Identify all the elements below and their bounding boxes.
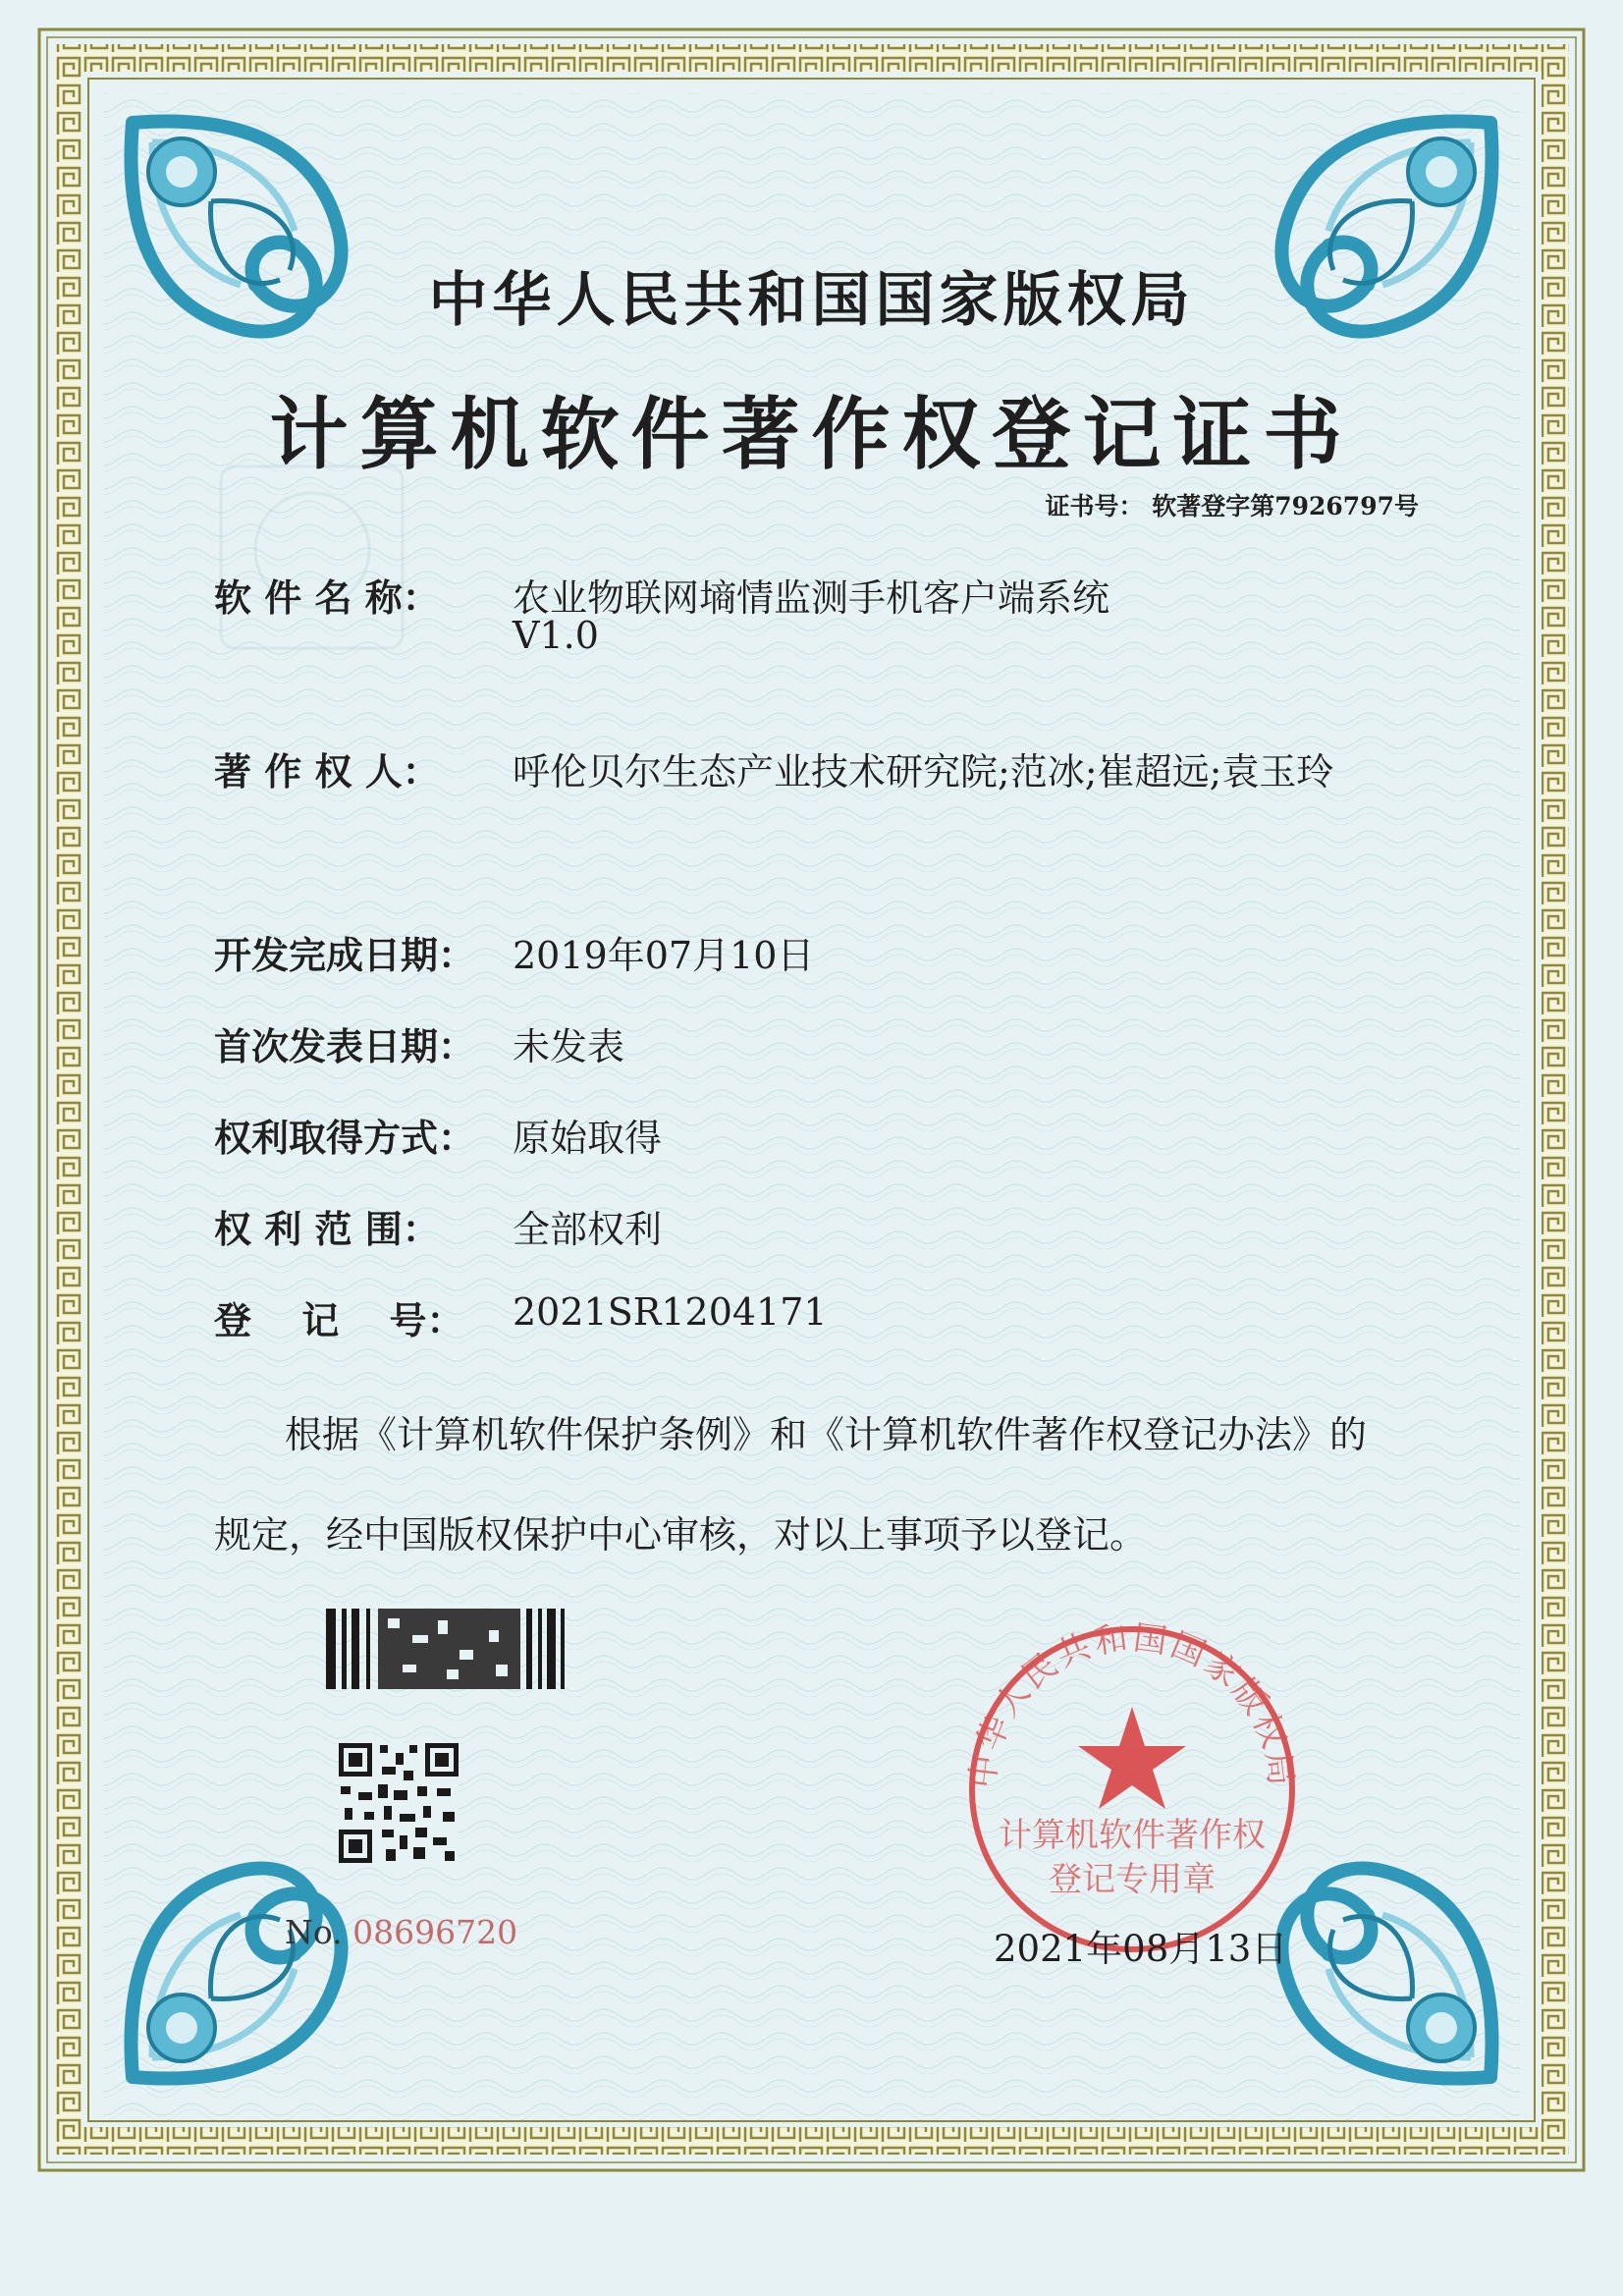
- field-label-first-publication: 首次发表日期：: [214, 1024, 476, 1068]
- qr-code: [339, 1743, 459, 1863]
- field-label-registration-number: 登 记 号：: [214, 1298, 464, 1342]
- certificate-number: 证书号： 软著登字第7926797号: [1045, 492, 1419, 520]
- field-value-acquisition-method: 原始取得: [513, 1117, 663, 1160]
- issuing-authority: 中华人民共和国国家版权局: [428, 266, 1195, 335]
- field-label-software-name: 软 件 名 称：: [214, 575, 440, 620]
- field-value-rights-scope: 全部权利: [513, 1208, 663, 1251]
- serial-prefix: No.: [285, 1913, 343, 1951]
- field-value-registration-number: 2021SR1204171: [513, 1290, 828, 1334]
- field-label-copyright-holder: 著 作 权 人：: [214, 749, 440, 793]
- field-label-completion-date: 开发完成日期：: [214, 933, 476, 977]
- legal-statement-line2: 规定，经中国版权保护中心审核，对以上事项予以登记。: [214, 1513, 1148, 1557]
- field-value-completion-date: 2019年07月10日: [513, 934, 815, 977]
- field-label-acquisition-method: 权利取得方式：: [214, 1116, 476, 1160]
- svg-text:中华人民共和国国家版权局: 中华人民共和国国家版权局: [963, 1617, 1301, 1791]
- field-value-software-version: V1.0: [513, 614, 599, 657]
- serial-value: 08696720: [352, 1913, 518, 1951]
- svg-text:登记专用章: 登记专用章: [1049, 1860, 1216, 1899]
- legal-statement-line1: 根据《计算机软件保护条例》和《计算机软件著作权登记办法》的: [285, 1413, 1368, 1456]
- field-label-rights-scope: 权 利 范 围：: [214, 1207, 440, 1251]
- certificate-title: 计算机软件著作权登记证书: [269, 388, 1354, 480]
- field-value-software-name: 农业物联网墒情监测手机客户端系统: [513, 576, 1110, 620]
- svg-text:计算机软件著作权: 计算机软件著作权: [999, 1816, 1266, 1855]
- field-value-first-publication: 未发表: [513, 1025, 625, 1068]
- field-value-copyright-holder: 呼伦贝尔生态产业技术研究院;范冰;崔超远;袁玉玲: [513, 750, 1334, 793]
- serial-number: [285, 1913, 517, 1951]
- issue-date: 2021年08月13日: [994, 1928, 1288, 1970]
